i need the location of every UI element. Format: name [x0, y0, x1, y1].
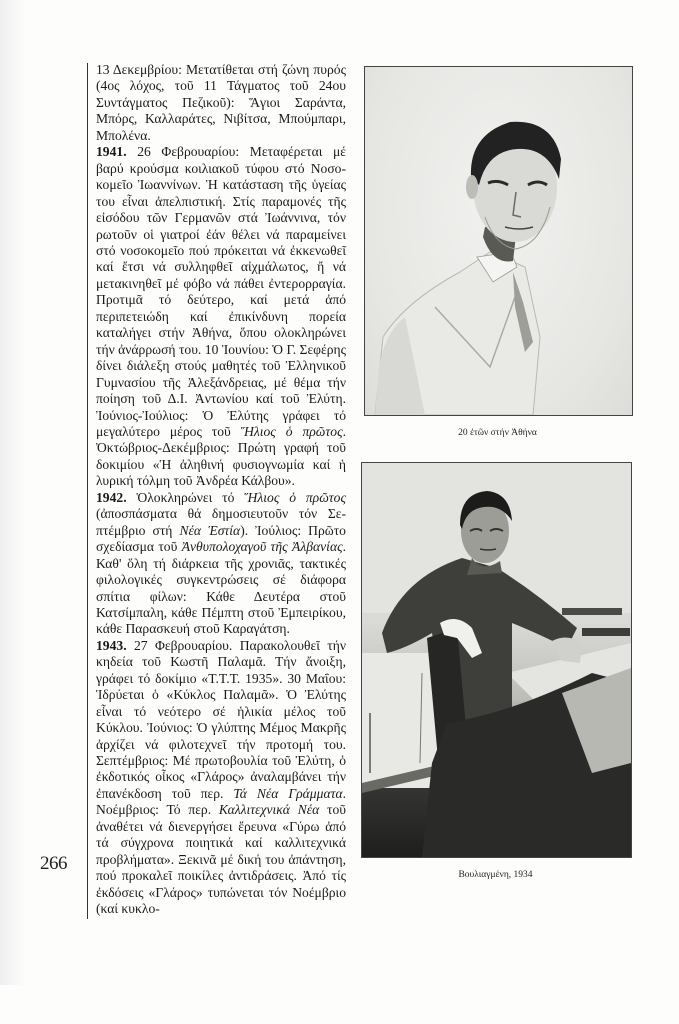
paragraph-1942	[96, 490, 346, 638]
work-title: Ἥλιος ὁ πρῶτος	[240, 423, 343, 439]
chronology-text-column	[96, 62, 346, 918]
paragraph-text: 13 Δεκεμβρίου: Μετατίθεται στή ζώνη πυρός (4ος λόχος, τοῦ 11 Τάγματος τοῦ 24ου Συντάγματος Πεζικοῦ): Ἅγιοι Σαράντα, Μπόρς, Καλλαράτες, Νιβίτσα, Μπούμπαρι, Μπολένα.	[96, 62, 346, 143]
paragraph-1943	[96, 638, 346, 918]
paragraph-text: ). Ἰούλιος: Πρῶτο σχεδίασμα τοῦ	[96, 522, 346, 555]
paragraph-text: . Καθ' ὅλη τή διάρκεια τῆς χρονιᾶς, τακτικές φιλολογικές συγκεντρώσεις σέ διάφορα σπίτια φίλων: Κάθε Δευτέρα στοῦ Κατσίμπαλη, κάθε Πέμπτη στοῦ Ἐμπειρίκου, κάθε Παρασκευή στοῦ Καραγάτση.	[96, 539, 346, 637]
journal-title: Τά Νέα Γράμματα	[233, 785, 343, 801]
paragraph-text: 26 Φεβρουαρίου: Μεταφέρεται μέ βαρύ κρούσμα κοιλιακοῦ τύφου στό Νοσοκομεῖο Ἰωαννίνων. Ἡ κατάσταση τῆς ὑγείας του εἶναι ἀπελπιστική. Στίς παραμονές τῆς εἰσόδου τῶν Γερμανῶν στά Ἰωάννινα, τόν ρωτοῦν οἱ γιατροί ἐάν θέλει νά παραμείνει στό νοσοκομεῖο πού πρόκειται νά ἐκκενωθεῖ καί ἔτσι νά συλληφθεῖ αἰχμάλωτος, ἤ νά μετακινηθεῖ μέ φόβο νά πάθει ἐντερορραγία. Προτιμᾶ τό δεύτερο, καί μετά ἀπό περιπετειώδη καί ἐπικίνδυνη πορεία καταλήγει στήν Ἀθήνα, ὅπου ολοκληρώνει τήν ἀνάρρωσή του. 10 Ἰουνίου: Ὁ Γ. Σεφέρης δίνει διάλεξη στούς μαθητές τοῦ Ἑλληνικοῦ Γυμνασίου τῆς Ἀλεξάνδρειας, μέ θέμα τήν ποίηση τοῦ Δ.Ι. Ἀντωνίου καί τοῦ Ἐλύτη. Ἰούνιος-Ἰούλιος: Ὁ Ἐλύτης γράφει τό μεγαλύτερο μέρος τοῦ	[96, 144, 346, 439]
portrait-photo	[364, 66, 633, 416]
work-title: Ἀνθυπολοχαγοῦ τῆς Ἀλβανίας	[181, 539, 343, 555]
paragraph-text: (ἀποσπάσματα θά δημοσιευτοῦν τόν Σεπτέμβριο στή	[96, 506, 346, 538]
year-heading: 1943.	[96, 637, 127, 653]
paragraph-1941	[96, 144, 346, 490]
page-edge-shadow	[0, 0, 26, 985]
year-heading: 1941.	[96, 144, 127, 160]
paragraph-text: τοῦ ἀναθέτει νά διενεργήσει ἔρευνα «Γύρω ἀπό τά σύγχρονα ποιητικά καί καλλιτεχνικά προβλήματα». Ξεκινᾶ μέ δική του ἀπάντηση, πού προκαλεῖ ποικίλες ἀντιδράσεις. Ἀπό τίς ἐκδόσεις «Γλάρος» τυπώνεται τόν Νοέμβριο (καί κυκλο-	[96, 802, 347, 917]
year-heading: 1942.	[96, 489, 127, 505]
margin-rule	[87, 63, 88, 919]
journal-title: Καλλιτεχνικά Νέα	[218, 802, 320, 818]
paragraph-1940	[96, 62, 346, 144]
paragraph-text: . Ὀκτώβριος-Δεκέμβριος: Πρώτη γραφή τοῦ δοκιμίου «Ἡ ἀληθινή φυσιογνωμία καί ἡ λυρική τόλμη τοῦ Ἀνδρέα Κάλβου».	[96, 423, 346, 489]
paragraph-text: . Νοέμβριος: Τό περ.	[96, 785, 346, 818]
seated-man-illustration	[362, 463, 631, 857]
portrait-illustration	[365, 67, 632, 415]
paragraph-text: Ὁλοκληρώνει τό	[126, 489, 245, 505]
photo-caption: 20 ἐτῶν στήν Ἀθήνα	[458, 428, 537, 438]
paragraph-text: 27 Φεβρουαρίου. Παρακολουθεῖ τήν κηδεία τοῦ Κωστῆ Παλαμᾶ. Τήν ἄνοιξη, γράφει τό δοκίμιο «Τ.Τ.Τ. 1935». 30 Μαΐου: Ἱδρύεται ὁ «Κύκλος Παλαμᾶ». Ὁ Ἐλύτης εἶναι τό νεότερο σέ ἡλικία μέλος τοῦ Κύκλου. Ἰούνιος: Ὁ γλύπτης Μέμος Μακρῆς ἀρχίζει νά φιλοτεχνεῖ τήν προτομή του. Σεπτέμβριος: Μέ πρωτοβουλία τοῦ Ἐλύτη, ὁ ἐκδοτικός οἶκος «Γλάρος» ἀναλαμβάνει τήν ἐπανέκδοση τοῦ περ.	[96, 637, 346, 801]
seated-man-photo	[361, 462, 632, 858]
work-title: Ἥλιος ὁ πρῶτος	[244, 489, 346, 505]
photo-caption: Βουλιαγμένη, 1934	[458, 870, 533, 880]
page-number: 266	[40, 853, 67, 874]
journal-title: Νέα Ἑστία	[179, 522, 241, 538]
